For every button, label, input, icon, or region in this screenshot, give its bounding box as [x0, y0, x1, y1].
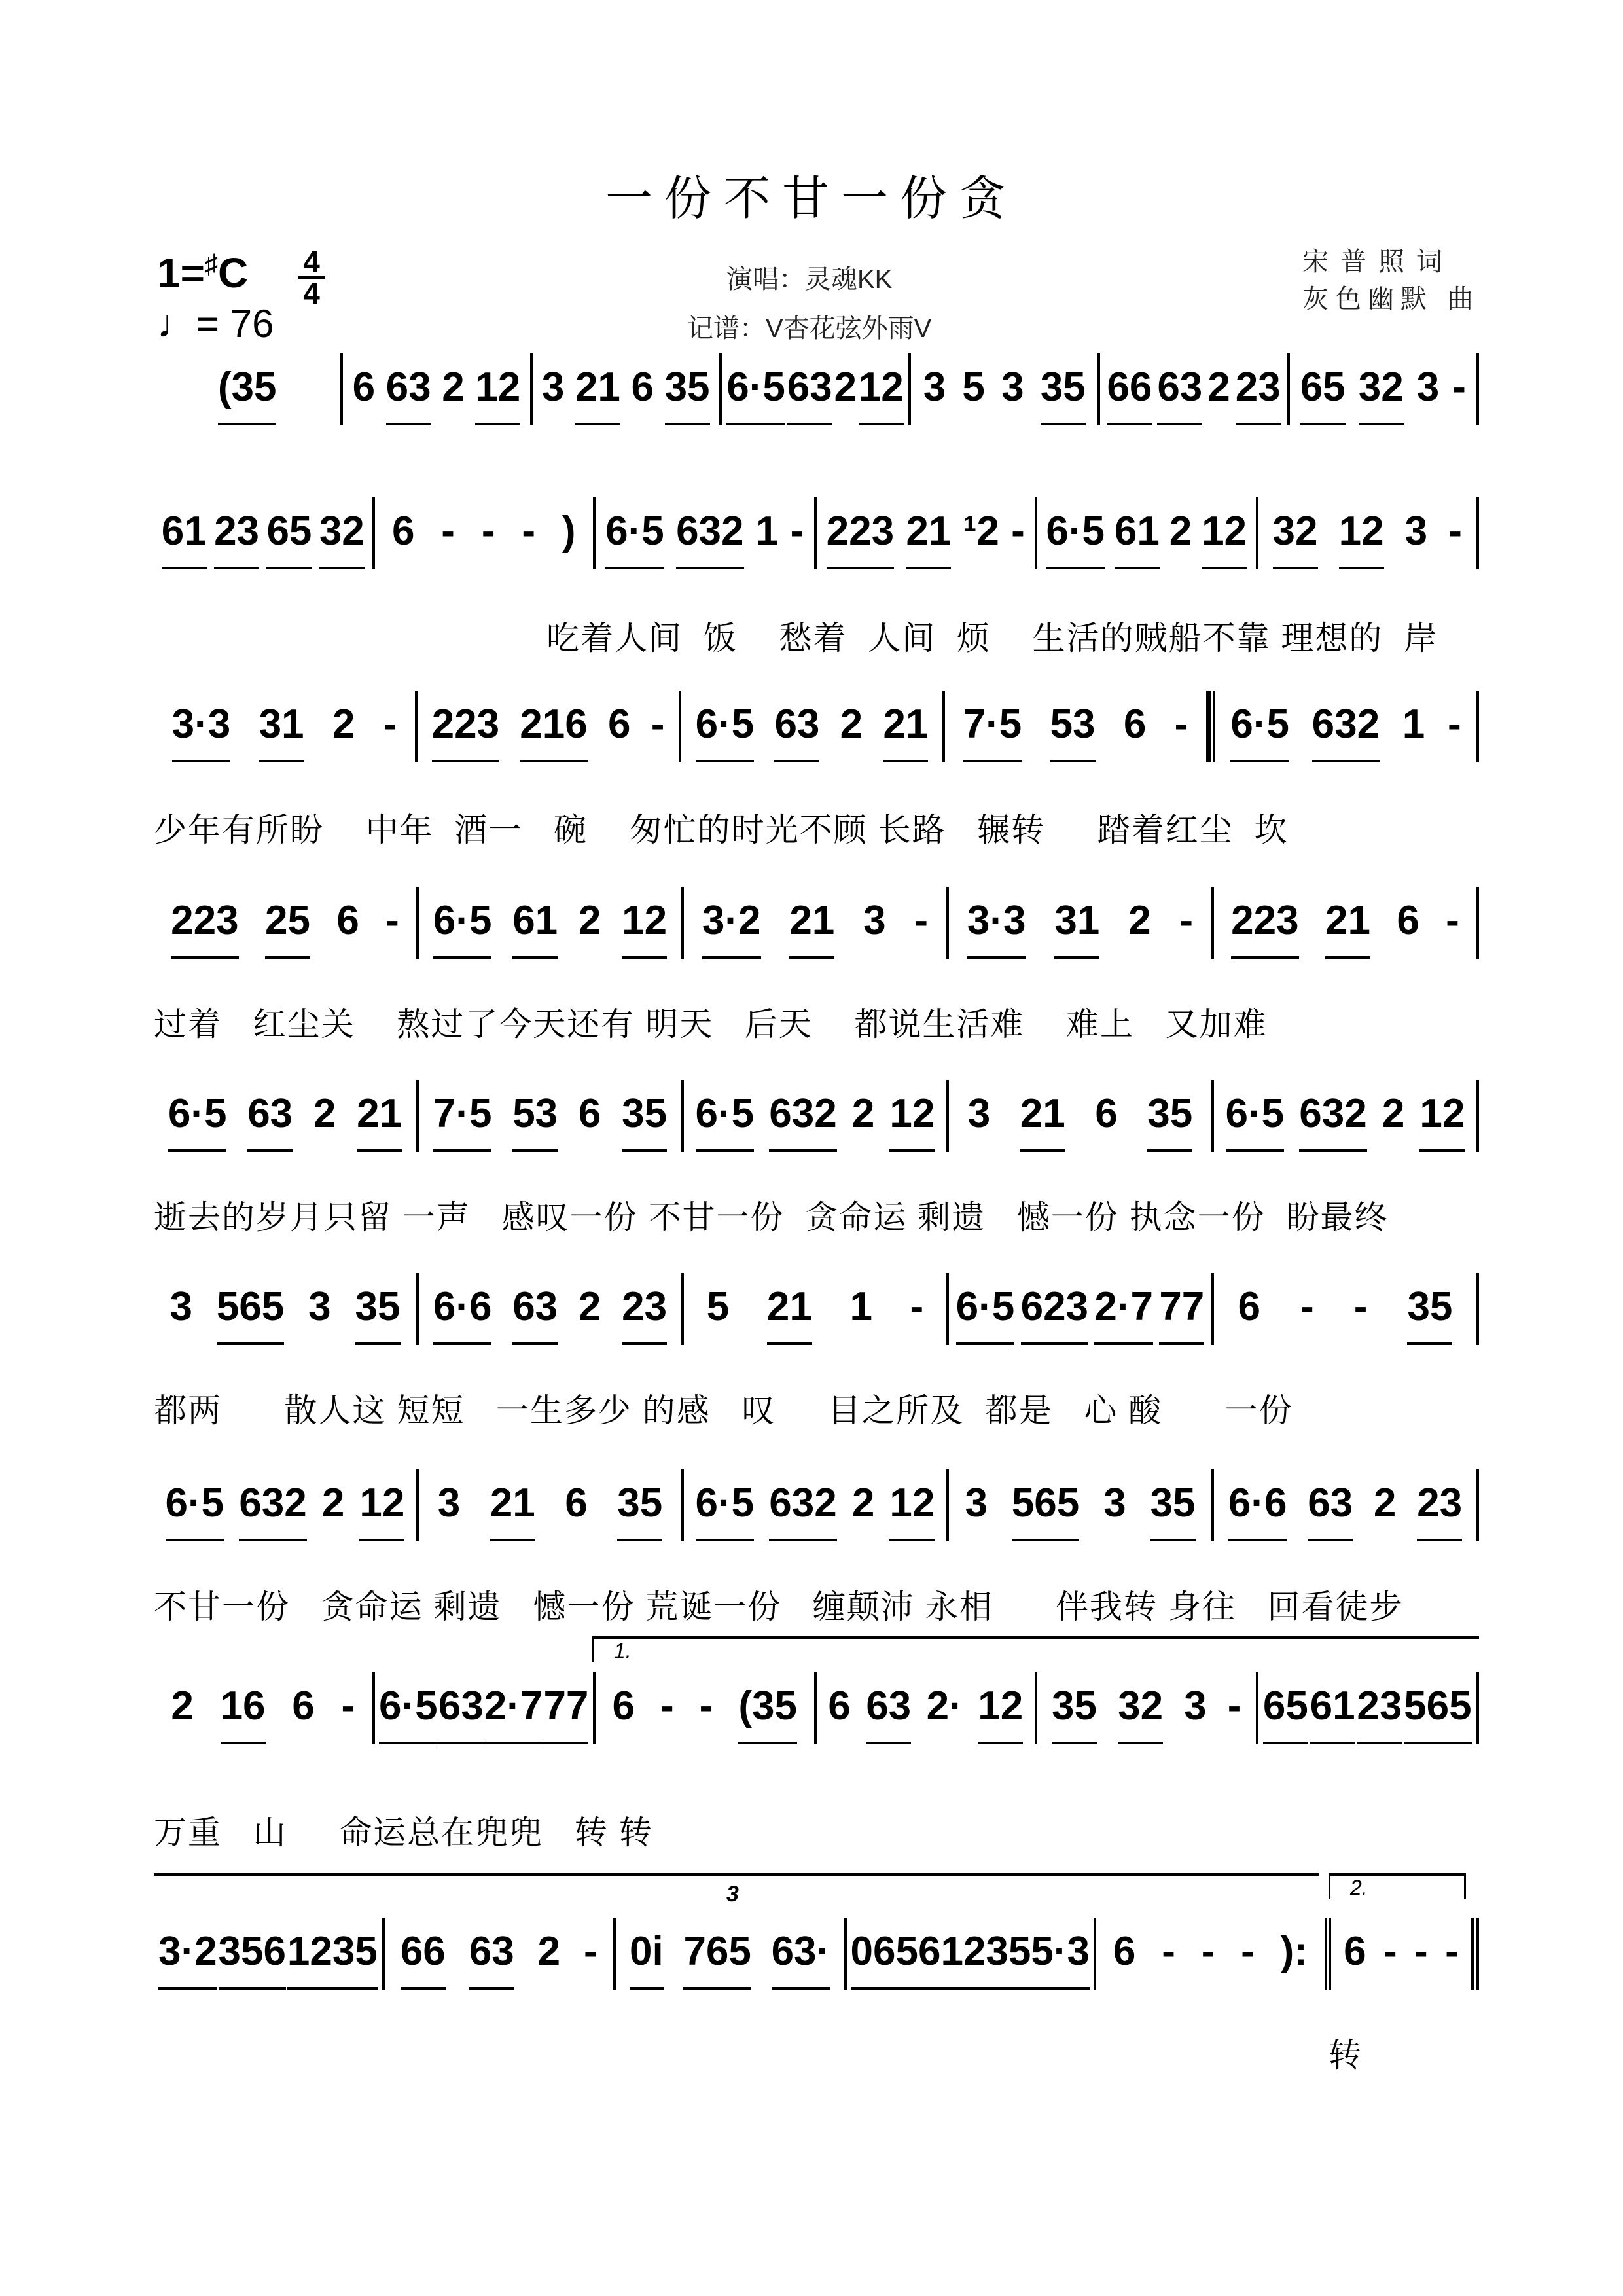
note-group: 6·5	[166, 1477, 224, 1541]
note-group: 66	[401, 1926, 446, 1990]
measure	[1209, 691, 1479, 762]
measure	[1258, 1672, 1480, 1744]
measure	[847, 1918, 1096, 1990]
note-group: 223	[171, 895, 238, 959]
measure	[616, 1918, 847, 1990]
measure	[911, 353, 1100, 425]
note-group: 6·5	[696, 1477, 755, 1541]
dash: -	[1414, 1929, 1428, 1974]
measure	[596, 497, 817, 569]
lyrics-line: 过着 红尘关 熬过了今天还有 明天 后天 都说生活难 难上 又加难	[154, 1006, 1268, 1043]
note-group: 6	[1397, 898, 1419, 943]
note-group: 5·3	[1031, 1926, 1090, 1990]
note-group: 63	[386, 361, 431, 425]
note-group: 2·	[926, 1683, 963, 1729]
note-group: 21	[906, 505, 951, 569]
measure	[684, 1469, 949, 1541]
note-group: 2	[171, 1683, 194, 1729]
note-group: 35	[1147, 1088, 1192, 1152]
note-group: 3·2	[702, 895, 761, 959]
dash: -	[481, 509, 495, 554]
note-group: 6·5	[379, 1680, 438, 1744]
note-group: 6	[1113, 1929, 1136, 1974]
note-group: 565	[217, 1281, 284, 1345]
dash: -	[1011, 509, 1025, 554]
note-group: 35	[665, 361, 710, 425]
note-group: 2·7	[1094, 1281, 1153, 1345]
note-group: 12	[1202, 505, 1247, 569]
note-group: 6·5	[956, 1281, 1015, 1345]
note-group: 23	[1417, 1477, 1462, 1541]
lyrics-line: 都两 散人这 短短 一生多少 的感 叹 目之所及 都是 心 酸 一份	[154, 1392, 1293, 1429]
note-group: 6	[1095, 1091, 1118, 1136]
note-group: 3	[541, 365, 565, 410]
dash: -	[385, 898, 399, 943]
measure	[817, 1672, 1038, 1744]
note-group: 35	[1150, 1477, 1196, 1541]
sharp-sign: ♯	[204, 249, 218, 279]
score-system	[154, 1080, 1479, 1152]
note-group: 6·5	[696, 698, 755, 762]
measure	[1331, 1918, 1479, 1990]
note-group: 6	[607, 702, 631, 747]
note-group: 3	[1184, 1683, 1207, 1729]
measure	[419, 1469, 684, 1541]
note-group: 21	[490, 1477, 535, 1541]
note-group: 32	[1273, 505, 1318, 569]
note-group: 6	[391, 509, 415, 554]
dash: -	[1452, 365, 1466, 410]
measure	[949, 1273, 1214, 1345]
note-group: 2	[537, 1929, 561, 1974]
score-system	[154, 497, 1479, 569]
dash: -	[1201, 1929, 1215, 1974]
note-group: 61	[1115, 505, 1160, 569]
dash: -	[1241, 1929, 1255, 1974]
note-group: 21	[883, 698, 928, 762]
measure	[596, 1672, 817, 1744]
note-group: 21	[767, 1281, 812, 1345]
note-group: 6	[1344, 1929, 1366, 1974]
measure	[418, 691, 681, 762]
composer-credit: 灰色幽默 曲	[1302, 285, 1480, 314]
note-group: 6·6	[433, 1281, 492, 1345]
lyrics-line: 少年有所盼 中年 酒一 碗 匆忙的时光不顾 长路 辗转 踏着红尘 坎	[154, 812, 1289, 848]
measure	[154, 691, 418, 762]
note-group: 2	[313, 1091, 336, 1136]
note-group: 2	[851, 1480, 875, 1526]
score-system	[154, 353, 1479, 425]
note-group: 6	[578, 1091, 601, 1136]
dash: -	[1447, 702, 1461, 747]
note-group: 6·5	[1226, 1088, 1285, 1152]
note-group: ):	[1280, 1929, 1308, 1974]
note-group: 12	[475, 361, 520, 425]
note-group: 6	[612, 1683, 635, 1729]
note-group: 3	[1001, 365, 1024, 410]
measure	[154, 1273, 419, 1345]
note-group: 63	[247, 1088, 293, 1152]
note-group: 77	[1159, 1281, 1204, 1345]
notator-credit: 记谱：V杏花弦外雨V	[687, 314, 932, 343]
measure	[375, 1672, 596, 1744]
note-group: 77	[543, 1680, 588, 1744]
score-system	[154, 1273, 1479, 1345]
note-group: 6	[336, 898, 359, 943]
dash: -	[651, 702, 665, 747]
score-system	[154, 1918, 1479, 1990]
note-group: 2	[442, 365, 465, 410]
note-group: 16	[221, 1680, 266, 1744]
note-group: 2	[834, 365, 857, 410]
note-group: 3	[863, 898, 886, 943]
note-group: 63	[1308, 1477, 1353, 1541]
measure	[154, 353, 343, 425]
lyrics-line: 万重 山 命运总在兜兜 转 转	[154, 1814, 653, 1851]
measure	[154, 1080, 419, 1152]
note-group: 31	[1054, 895, 1099, 959]
note-group: 2	[332, 702, 355, 747]
note-group: 2	[578, 1284, 601, 1329]
note-group: 632	[676, 505, 743, 569]
note-group: 12	[1419, 1088, 1465, 1152]
note-group: 23	[214, 505, 259, 569]
note-group: 1	[755, 509, 779, 554]
note-group: 1	[849, 1284, 872, 1329]
dash: -	[790, 509, 804, 554]
note-group: 3	[1103, 1480, 1126, 1526]
measure	[1214, 887, 1479, 959]
note-group: 6·5	[696, 1088, 755, 1152]
note-group: 61	[162, 505, 207, 569]
note-group: 12	[359, 1477, 404, 1541]
note-group: 2	[840, 702, 863, 747]
dash: -	[699, 1683, 713, 1729]
note-group: 35	[1052, 1680, 1097, 1744]
note-group: 35	[617, 1477, 662, 1541]
note-group: 1235	[287, 1926, 378, 1990]
note-group: 2	[1382, 1091, 1405, 1136]
note-group: 25	[265, 895, 310, 959]
note-group: 65	[1263, 1680, 1308, 1744]
note-group: 3·3	[172, 698, 231, 762]
note-group: 2·7	[484, 1680, 543, 1744]
note-group: 223	[827, 505, 894, 569]
note-group: 35	[622, 1088, 667, 1152]
dash: -	[1300, 1284, 1314, 1329]
score-system	[154, 1672, 1479, 1744]
note-group: 632	[1312, 698, 1380, 762]
tempo-marking: ♩= 76	[157, 302, 274, 346]
dash: -	[341, 1683, 355, 1729]
measure	[1037, 497, 1258, 569]
note-group: 23	[622, 1281, 667, 1345]
note-group: 31	[259, 698, 304, 762]
dash: -	[1383, 1929, 1397, 1974]
note-group: 12	[859, 361, 904, 425]
note-group: 3	[308, 1284, 331, 1329]
note-group: 2	[1207, 365, 1230, 410]
note-group: 565	[1404, 1680, 1471, 1744]
note-group: 632	[239, 1477, 306, 1541]
volta-first-ending: 1.	[592, 1636, 1479, 1662]
note-group: 7·5	[963, 698, 1022, 762]
note-group: 6·6	[1228, 1477, 1287, 1541]
note-group: 2	[1373, 1480, 1397, 1526]
measure	[1096, 1918, 1331, 1990]
lyricist-credit: 宋普照词	[1302, 247, 1454, 276]
note-group: 3	[965, 1480, 988, 1526]
note-group: 12	[889, 1477, 935, 1541]
dash: -	[1174, 702, 1188, 747]
note-group: 6·5	[726, 361, 785, 425]
dash: -	[441, 509, 455, 554]
score-system	[154, 691, 1479, 762]
note-group: 216	[520, 698, 587, 762]
dash: -	[1353, 1284, 1368, 1329]
note-group: 63	[1157, 361, 1202, 425]
note-group: 21	[789, 895, 834, 959]
note-group: 2	[321, 1480, 345, 1526]
note-group: 356	[219, 1926, 286, 1990]
note-group: 765	[683, 1926, 751, 1990]
note-group: 23	[1236, 361, 1281, 425]
note-group: 21	[1325, 895, 1370, 959]
dash: -	[1179, 898, 1194, 943]
note-group: 35	[1407, 1281, 1452, 1345]
dash: -	[383, 702, 397, 747]
measure	[1037, 1672, 1258, 1744]
volta-first-ending-continued	[154, 1873, 1319, 1876]
measure	[681, 691, 945, 762]
note-group: 61	[1310, 1680, 1355, 1744]
note-group: 3	[967, 1091, 991, 1136]
dash: -	[1227, 1683, 1241, 1729]
measure	[949, 1469, 1214, 1541]
note-group: 63	[866, 1680, 911, 1744]
measure	[385, 1918, 616, 1990]
note-group: 3·3	[967, 895, 1026, 959]
measure	[419, 1273, 684, 1345]
note-group: 3	[1416, 365, 1440, 410]
measure	[949, 1080, 1214, 1152]
score-system	[154, 1469, 1479, 1541]
key-prefix: 1=	[157, 249, 205, 296]
measure	[949, 887, 1214, 959]
measure	[154, 1469, 419, 1541]
note-group: 065	[851, 1926, 918, 1990]
dash: -	[1445, 1929, 1459, 1974]
measure	[1100, 353, 1289, 425]
note-group: 53	[512, 1088, 558, 1152]
note-group: 3	[923, 365, 946, 410]
dash: -	[1446, 898, 1459, 943]
note-group: 21	[357, 1088, 402, 1152]
note-group: 6	[1238, 1284, 1260, 1329]
song-title: 一份不甘一份贪	[605, 173, 1018, 225]
lyrics-line: 吃着人间 饭 愁着 人间 烦 生活的贼船不靠 理想的 岸	[546, 620, 1438, 656]
measure	[375, 497, 596, 569]
note-group: ¹2	[963, 509, 999, 554]
note-group: 63	[438, 1680, 484, 1744]
note-group: 12	[978, 1680, 1023, 1744]
note-group: 6	[631, 365, 654, 410]
note-group: )	[562, 509, 576, 554]
note-group: 12	[622, 895, 667, 959]
note-group: 66	[1107, 361, 1152, 425]
note-group: 21	[575, 361, 620, 425]
note-group: 32	[319, 505, 365, 569]
note-group: 3	[169, 1284, 192, 1329]
lyrics-line: 转	[1329, 2037, 1363, 2073]
note-group: 35	[1041, 361, 1086, 425]
note-group: 32	[1359, 361, 1404, 425]
lyrics-line: 逝去的岁月只留 一声 感叹一份 不甘一份 贪命运 剩遗 憾一份 执念一份 盼最终	[154, 1199, 1389, 1236]
note-group: 2	[1128, 898, 1151, 943]
measure	[154, 1672, 375, 1744]
measure	[154, 1918, 385, 1990]
note-group: 63	[787, 361, 832, 425]
dash: -	[522, 509, 536, 554]
note-group: 223	[432, 698, 499, 762]
measure	[1258, 497, 1480, 569]
note-group: 2	[1169, 509, 1192, 554]
triplet-mark: 3	[726, 1882, 740, 1907]
meter-bottom: 4	[303, 276, 320, 310]
note-group: 35	[355, 1281, 401, 1345]
measure	[684, 887, 949, 959]
note-group: 12	[1339, 505, 1384, 569]
key-signature	[157, 249, 248, 297]
note-group: 6	[352, 365, 376, 410]
volta-second-ending: 2.	[1329, 1873, 1466, 1899]
measure	[1214, 1469, 1479, 1541]
dash: -	[660, 1683, 674, 1729]
note-group: 7·5	[433, 1088, 492, 1152]
note-group: 6·5	[1046, 505, 1105, 569]
measure	[343, 353, 532, 425]
measure	[419, 887, 684, 959]
note-group: (35	[218, 361, 277, 425]
note-group: 63	[774, 698, 819, 762]
lyrics-line: 不甘一份 贪命运 剩遗 憾一份 荒诞一份 缠颠沛 永相 伴我转 身往 回看徒步	[154, 1588, 1404, 1625]
note-group: 23	[1357, 1680, 1402, 1744]
note-group: 12	[889, 1088, 935, 1152]
note-group: 65	[1300, 361, 1346, 425]
note-group: 632	[769, 1477, 836, 1541]
note-group: 61	[512, 895, 558, 959]
note-group: (35	[738, 1680, 797, 1744]
note-group: 53	[1050, 698, 1096, 762]
measure	[419, 1080, 684, 1152]
measure	[1214, 1080, 1479, 1152]
note-group: 632	[769, 1088, 836, 1152]
dash: -	[1448, 509, 1462, 554]
measure	[154, 887, 419, 959]
measure	[817, 497, 1038, 569]
dash: -	[914, 898, 929, 943]
note-group: 0i	[630, 1926, 664, 1990]
note-group: 63	[469, 1926, 514, 1990]
measure	[684, 1273, 949, 1345]
note-group: 223	[1231, 895, 1298, 959]
note-group: 6	[1123, 702, 1147, 747]
note-group: 21	[1020, 1088, 1065, 1152]
note-group: 63	[512, 1281, 558, 1345]
note-group: 565	[1012, 1477, 1079, 1541]
note-group: 6·5	[605, 505, 664, 569]
dash: -	[584, 1929, 597, 1974]
note-group: 632	[1299, 1088, 1366, 1152]
measure	[533, 353, 722, 425]
dash: -	[1162, 1929, 1175, 1974]
time-signature	[298, 247, 325, 308]
measure	[1214, 1273, 1479, 1345]
measure	[154, 497, 375, 569]
score-system	[154, 887, 1479, 959]
note-group: 3	[437, 1480, 461, 1526]
dash: -	[910, 1284, 924, 1329]
note-group: 6·5	[168, 1088, 227, 1152]
note-group: 6	[565, 1480, 588, 1526]
singer-credit: 演唱：灵魂KK	[726, 265, 893, 294]
note-group: 6·5	[433, 895, 492, 959]
note-group: 5	[962, 365, 985, 410]
note-group: 65	[266, 505, 312, 569]
note-group: 1	[1402, 702, 1425, 747]
note-group: 6	[292, 1683, 315, 1729]
note-group: 623	[1021, 1281, 1088, 1345]
note-group: 2	[578, 898, 601, 943]
note-group: 6	[828, 1683, 851, 1729]
note-group: 61235	[918, 1926, 1031, 1990]
measure	[1290, 353, 1479, 425]
meter-top: 4	[303, 245, 320, 279]
note-group: 3·2	[158, 1926, 217, 1990]
note-group: 63·	[772, 1926, 830, 1990]
note-group: 5	[706, 1284, 730, 1329]
note-group: 3	[1404, 509, 1428, 554]
note-group: 2	[851, 1091, 875, 1136]
measure	[722, 353, 911, 425]
key-note: C	[217, 249, 249, 296]
note-group: 6·5	[1230, 698, 1289, 762]
measure	[945, 691, 1209, 762]
note-group: 32	[1118, 1680, 1163, 1744]
measure	[684, 1080, 949, 1152]
